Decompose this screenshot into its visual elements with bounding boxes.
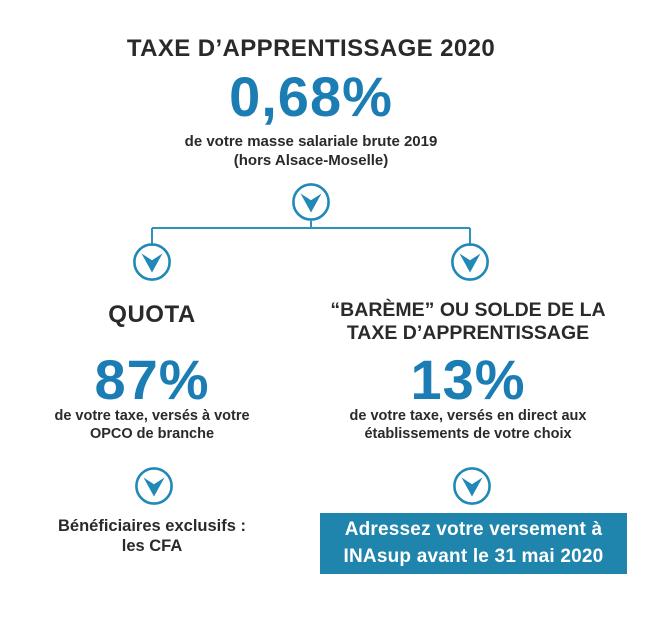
quota-rate: 87% bbox=[94, 348, 210, 411]
bareme-heading-line-1: “BARÈME” OU SOLDE DE LA bbox=[330, 299, 606, 321]
page-title: TAXE D’APPRENTISSAGE 2020 bbox=[126, 35, 496, 62]
subtitle-line-1: de votre masse salariale brute 2019 bbox=[184, 133, 438, 150]
quota-desc-line-2: OPCO de branche bbox=[89, 426, 215, 442]
arrow-down-icon bbox=[134, 466, 174, 506]
quota-footer-line-1: Bénéficiaires exclusifs : bbox=[57, 517, 246, 535]
main-rate: 0,68% bbox=[229, 65, 393, 128]
bareme-desc-line-2: établissements de votre choix bbox=[364, 426, 572, 442]
branch-connector bbox=[140, 220, 490, 246]
bareme-heading-line-2: TAXE D’APPRENTISSAGE bbox=[346, 322, 590, 344]
quota-heading: QUOTA bbox=[108, 301, 196, 328]
bareme-desc-line-1: de votre taxe, versés en direct aux bbox=[349, 408, 587, 424]
arrow-down-icon bbox=[132, 242, 172, 282]
quota-desc-line-1: de votre taxe, versés à votre bbox=[54, 408, 250, 424]
arrow-down-icon bbox=[291, 182, 331, 222]
quota-footer-line-2: les CFA bbox=[121, 537, 183, 555]
arrow-down-icon bbox=[450, 242, 490, 282]
arrow-down-icon bbox=[452, 466, 492, 506]
bareme-rate: 13% bbox=[410, 348, 526, 411]
cta-line-1: Adressez votre versement à bbox=[344, 519, 603, 541]
cta-box bbox=[320, 513, 627, 574]
cta-line-2: INAsup avant le 31 mai 2020 bbox=[343, 545, 604, 567]
subtitle-line-2: (hors Alsace-Moselle) bbox=[233, 152, 389, 169]
